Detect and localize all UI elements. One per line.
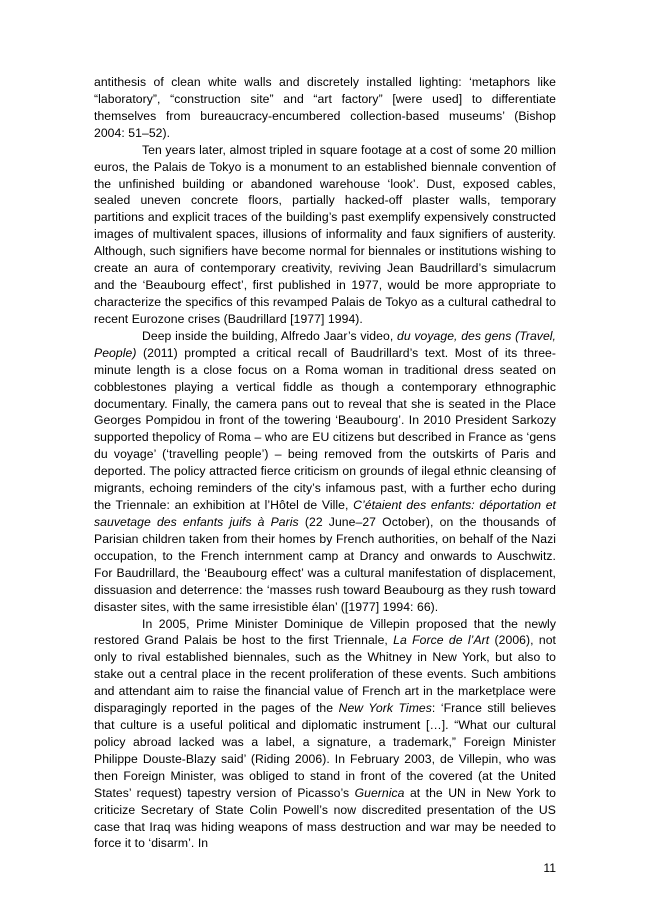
para-palais-de-tokyo — [94, 142, 556, 328]
text-run: (2006), not only to rival established biennales, such as the Whitney in New York, but also to stake out a central place in the recent proliferation of these events. Such ambitions and attendant aim to raise the financial value of French art in the marketplace were disparagingly reported in the pages of the — [94, 633, 557, 716]
page-number: 11 — [543, 861, 556, 875]
body-text-column — [94, 74, 556, 852]
italic-title-run: Guernica — [354, 785, 405, 800]
text-run: Deep inside the building, Alfredo Jaar’s video, — [142, 328, 397, 343]
text-run: (22 June–27 October), on the thousands of Parisian children taken from their homes by French authorities, on behalf of the Nazi occupation, to the French internment camp at Drancy and onwards to Auschwitz. For Baudrillard, the ‘Beaubourg effect’ was a cultural manifestation of displacement, dissuasion and deterrence: the ‘masses rush toward Beaubourg as they rush toward disaster sites, with the same irresistible élan’ ([1977] 1994: 66). — [94, 514, 556, 614]
italic-title-run: New York Times — [338, 701, 432, 716]
para-bishop-quote — [94, 74, 556, 142]
para-jaar-video — [94, 328, 556, 616]
para-villepin-triennale — [94, 616, 556, 853]
text-run: at the UN in New York to criticize Secretary of State Colin Powell’s now discredited presentation of the US case that Iraq was hiding weapons of mass destruction and war may be needed to force it to ‘disarm’. In — [94, 785, 556, 851]
italic-title-run: La Force de l’Art — [393, 633, 490, 648]
text-run: antithesis of clean white walls and discretely installed lighting: ‘metaphors like “laboratory”, “construction site” and “art factory” [were used] to differentiate themselves from bureaucracy-encumbered collection-based museums’ (Bishop 2004: 51–52). — [94, 75, 556, 140]
text-run: : ‘France still believes that culture is a useful political and diplomatic instrument […]. “What our cultural policy abroad lacked was a label, a signature, a trademark,” Foreign Minister Philippe Douste-Blazy said’ (Riding 2006). In February 2003, de Villepin, who was then Foreign Minister, was obliged to stand in front of the covered (at the United States’ request) tapestry version of Picasso’s — [94, 701, 556, 800]
italic-title-run: du voyage, des gens (Travel, People) — [94, 328, 556, 360]
text-run: (2011) prompted a critical recall of Baudrillard’s text. Most of its three-minute length is a close focus on a Roma woman in traditional dress seated on cobblestones playing a vertical fiddle as though a contemporary ethnographic documentary. Finally, the camera pans out to reveal that she is seated in the Place Georges Pompidou in front of the towering ‘Beaubourg’. In 2010 President Sarkozy supported thepolicy of Roma – who are EU citizens but described in France as ‘gens du voyage’ (‘travelling people’) – being removed from the outskirts of Paris and deported. The policy attracted fierce criticism on grounds of ilegal ethnic cleansing of migrants, echoing reminders of the city’s infamous past, with a further echo during the Triennale: an exhibition at l’Hôtel de Ville, — [94, 345, 556, 513]
italic-title-run: C’étaient des enfants: déportation et sauvetage des enfants juifs à Paris — [94, 498, 556, 529]
text-run: In 2005, Prime Minister Dominique de Villepin proposed that the newly restored Grand Palais be host to the first Triennale, — [94, 616, 556, 648]
text-run: Ten years later, almost tripled in square footage at a cost of some 20 million euros, the Palais de Tokyo is a monument to an established biennale convention of the unfinished building or abandoned warehouse ‘look’. Dust, exposed cables, sealed uneven concrete floors, partially hacked-off plaster walls, temporary partitions and explicit traces of the building’s past exemplify expensively constructed images of multivalent spaces, illusions of informality and faux signifiers of austerity. Although, such signifiers have become normal for biennales or institutions wishing to create an aura of contemporary creativity, reviving Jean Baudrillard’s simulacrum and the ‘Beaubourg effect’, first published in 1977, would be more appropriate to characterize the specifics of this revamped Palais de Tokyo as a cultural cathedral to recent Eurozone crises (Baudrillard [1977] 1994). — [94, 142, 556, 326]
